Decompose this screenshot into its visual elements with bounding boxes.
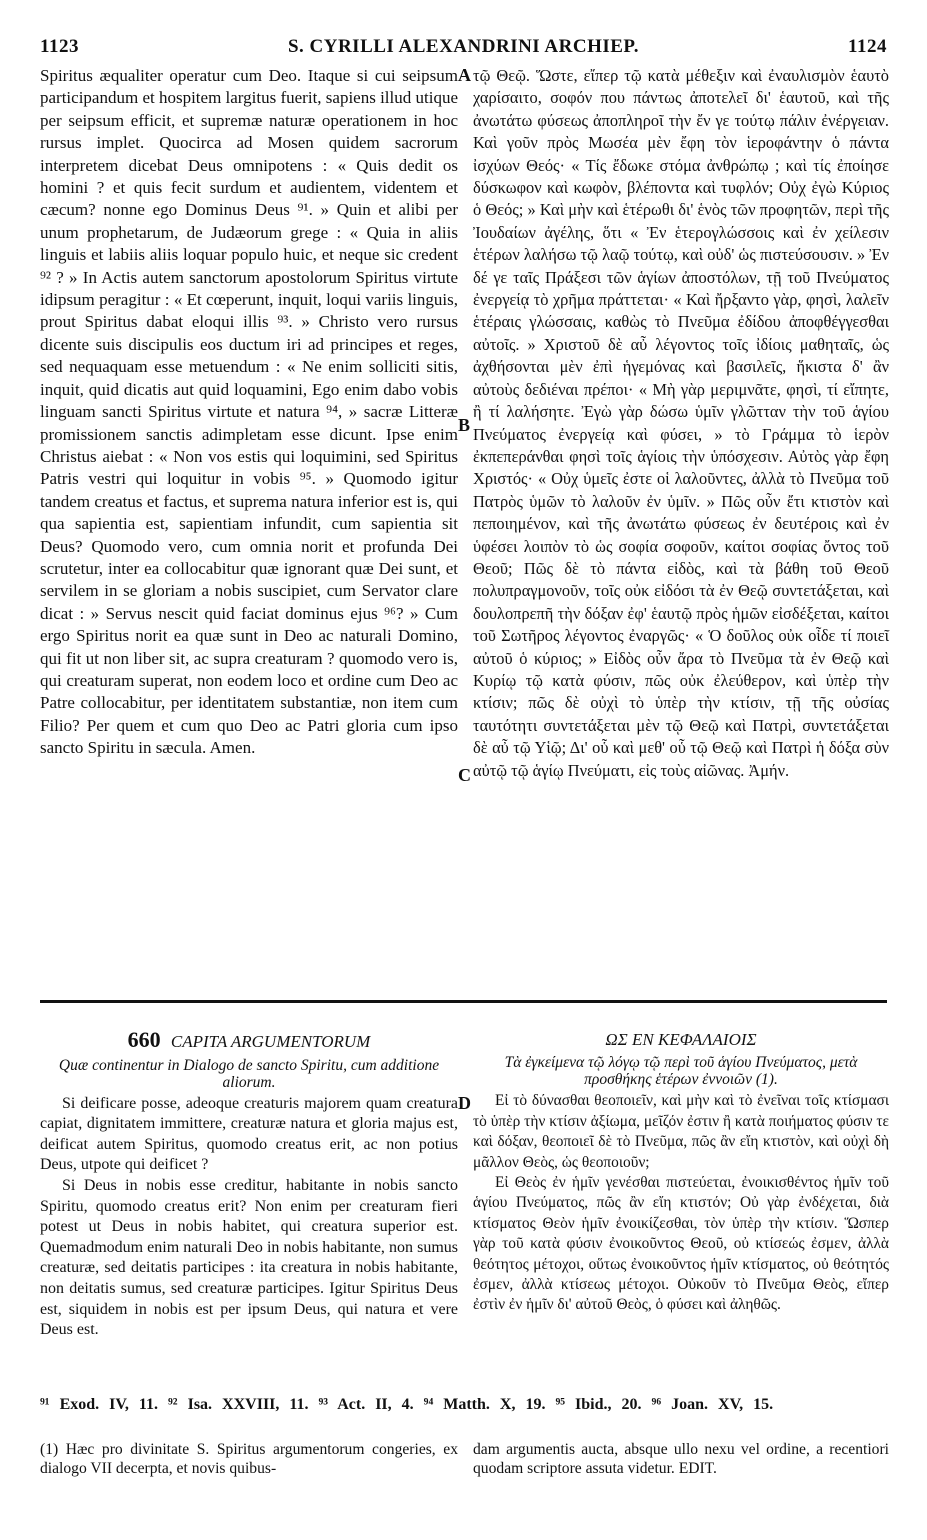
margin-letter-c: C (458, 765, 471, 785)
greek-argument-paragraph: Εἰ τὸ δύνασθαι θεοποιεῖν, καὶ μὴν καὶ τὸ ἐνεῖναι τοῖς κτίσμασι τὸ ὑπὲρ τὴν κτίσιν ἀξίωμα, μεῖζόν ἐστιν ἢ κατὰ ποιήματος φύσιν τε καὶ δόξαν, θεοποιεῖ δὲ τὸ Πνεῦμα, πῶς ἂν εἴη κτιστὸν, καὶ οὐχὶ δὴ μᾶλλον Θεὸς, ὡς θεοποιοῦν; (473, 1092, 889, 1171)
greek-column-top: τῷ Θεῷ. Ὥστε, εἴπερ τῷ κατὰ μέθεξιν καὶ ἐναυλισμὸν ἑαυτὸ χαρίσαιτο, σοφόν που πάντως ἀποτελεῖ δι' ἑαυτοῦ, καὶ τῆς ἀνωτάτω φύσεως ἀποπληροῖ τὴν ἔν γε τούτῳ πάλιν ἐνέργειαν. Καὶ γοῦν πρὸς Μωσέα μὲν ἔφη τὸν ἱεροφάντην ὁ πάντα ἰσχύων Θεός· « Τίς ἔδωκε στόμα ἀνθρώπῳ ; καὶ τίς ἐποίησε δύσκωφον καὶ κωφὸν, βλέποντα καὶ τυφλόν; Οὐχ ἐγὼ Κύριος ὁ Θεός; » Καὶ μὴν καὶ ἑτέρωθι δι' ἑνὸς τῶν προφητῶν, περὶ τῆς Ἰουδαίων ἀγέλης, ὅτι « Ἐν ἑτερογλώσσοις καὶ ἐν χείλεσιν ἑτέρων λαλήσω τῷ λαῷ τούτῳ, καὶ οὐδ' ὡς πιστεύσουσιν. » Ἐν δέ γε ταῖς Πράξεσι τῶν ἁγίων ἀποστόλων, τῇ τοῦ Πνεύματος ἐνεργείᾳ τὸ χρῆμα πράττεται· « Καὶ ἤρξαντο γὰρ, φησὶ, λαλεῖν ἑτέραις γλώσσαις, καθὼς τὸ Πνεῦμα ἐδίδου ἀποφθέγγεσθαι αὐτοῖς. » Χριστοῦ δὲ αὖ λέγοντος τοῖς ἰδίοις μαθηταῖς, ὡς ἀχθήσονται μὲν ἐπὶ ἡγεμόνας καὶ βασιλεῖς, ἥκιστα δ' ἂν αὐτοὺς δεδιέναι πρέποι· « Μὴ γὰρ μεριμνᾶτε, φησὶ, τί εἴπητε, ἢ τί λαλήσητε. Ἐγὼ γὰρ δώσω ὑμῖν γλῶτταν τὴν τοῦ ἁγίου Πνεύματος ἐνεργείᾳ καὶ φύσει, » τὸ Γράμμα τὸ ἱερὸν ἐκπεπεράνθαι φησὶ τοῖς ἁγίοις τὴν ὑπόσχεσιν. Αὐτὸς γὰρ ἔφη Χριστός· « Οὐχ ὑμεῖς ἐστε οἱ λαλοῦντες, ἀλλὰ τὸ Πνεῦμα τοῦ Πατρὸς ὑμῶν τὸ λαλοῦν ἐν ὑμῖν. » Πῶς οὖν ἔτι κτιστὸν καὶ πεποιημένον, καὶ τῆς ἀνωτάτω φύσεως ἐν δευτέροις καὶ ἐν ὑφέσει λοιπὸν τὸ ὡς σοφία σοφοῦν, καίτοι σοφίας ὄντος τοῦ Θεοῦ; Πῶς δὲ τὸ πάντα εἰδὸς, καὶ τὰ βάθη τοῦ Θεοῦ πολυπραγμονοῦν, τοῖς οὐκ εἰδόσι τὰ ἐν Θεῷ συντετάξεται, καὶ δουλοπρεπῆ τὴν δόξαν ἐφ' ἑαυτῷ πρὸς ἡμῶν εἰσδέξεται, καίτοι τοῦ Σωτῆρος λέγοντος ἐναργῶς· « Ὁ δοῦλος οὐκ οἶδε τί ποιεῖ αὐτοῦ ὁ κύριος; » Εἰδὸς οὖν ἄρα τὸ Πνεῦμα τὰ ἐν Θεῷ καὶ Κυρίῳ τῷ κατὰ φύσιν, πῶς οὐκ ἐλεύθερον, καὶ ὑπὲρ τὴν κτίσιν; πῶς δὲ οὐχὶ τὸ ὑπὲρ τὴν κτίσιν, τῇ τῆς οὐσίας ταυτότητι συντετάξεται μὲν τῷ Θεῷ καὶ Πατρὶ, συντετάξεται δὲ αὖ τῷ Υἱῷ; Δι' οὗ καὶ μεθ' οὗ τῷ Θεῷ καὶ Πατρὶ ἡ δόξα σὺν αὐτῷ τῷ ἁγίῳ Πνεύματι, εἰς τοὺς αἰῶνας. Ἀμήν. (473, 66, 889, 780)
margin-letter-a: A (458, 65, 471, 85)
greek-argument-paragraph: Εἰ Θεὸς ἐν ἡμῖν γενέσθαι πιστεύεται, ἐνοικισθέντος ἡμῖν τοῦ ἁγίου Πνεύματος, πῶς ἂν εἴη κτιστόν; Οὐ γὰρ ἐνδέχεται, διὰ κτίσματος Θεὸν ἡμῖν ἐνοικίζεσθαι, τὸν ὑπὲρ τὴν κτίσιν. Ὥσπερ γὰρ τοῦ κατὰ φύσιν ἐνοικοῦντος Θεοῦ, οὐ κτίσεώς ἐσμεν, ἀλλὰ θεότητος μέτοχοι, οὕτως ἐνοικοῦντος ἡμῖν κτίσματος, οὐ θεότητός ἐσμεν, ἀλλὰ κτίσεως μέτοχοι. Οὐκοῦν τὸ Πνεῦμα Θεὸς, εἴπερ ἐστὶν ἐν ἡμῖν δι' αὐτοῦ Θεὸς, ὁ φύσει καὶ ἀληθῶς. (473, 1174, 889, 1314)
latin-argument-paragraph: Si Deus in nobis esse creditur, habitante in nobis sancto Spiritu, quomodo creatus erit? Non enim per creaturam fieri potest ut Deus in nobis habitet, qui creatura superior est. Quemadmodum enim naturali Deo in nobis habitante, non sumus creaturæ, sed deitatis participes : ita creatura in nobis habitante, non deitatis sumus, sed creaturæ participes. Igitur Spiritus Deus est, siquidem in nobis est per ipsum Deus, qui natura et vere Deus est. (40, 1176, 458, 1339)
section-subtitle-latin: Quæ continentur in Dialogo de sancto Spiritu, cum additione aliorum. (58, 1056, 440, 1091)
section-heading-latin (40, 1027, 458, 1053)
section-divider (40, 1000, 887, 1003)
margin-letter-b: B (458, 415, 471, 435)
running-header (40, 36, 887, 60)
section-subtitle-greek: Τὰ ἐγκείμενα τῷ λόγῳ τῷ περὶ τοῦ ἁγίου Πνεύματος, μετὰ προσθήκης ἑτέρων ἐννοιῶν (1). (504, 1054, 858, 1089)
running-title: S. CYRILLI ALEXANDRINI ARCHIEP. (287, 36, 640, 57)
latin-argument-paragraph: Si deificare posse, adeoque creaturis majorem quam creatura capiat, dignitatem immittere, creaturæ natura et gloria majus est, deificat autem Spiritus, quomodo creatus erit, ac non potius Deus, utpote qui deificet ? (40, 1094, 458, 1174)
right-page-number: 1124 (848, 36, 887, 57)
margin-letter-d: D (458, 1093, 471, 1113)
column-number: 660 (127, 1027, 161, 1052)
capita-argumentorum-section (40, 1027, 458, 1341)
editor-footnote-left: (1) Hæc pro divinitate S. Spiritus argumentorum congeries, ex dialogo VII decerpta, et novis quibus- (40, 1441, 458, 1477)
kephalaia-section (473, 1030, 889, 1316)
section-title-latin: CAPITA ARGUMENTORUM (170, 1032, 371, 1051)
left-page-number: 1123 (40, 36, 79, 57)
scripture-references: ⁹¹ Exod. IV, 11. ⁹² Isa. XXVIII, 11. ⁹³ Act. II, 4. ⁹⁴ Matth. X, 19. ⁹⁵ Ibid., 20. ⁹⁶ Joan. XV, 15. (40, 1396, 774, 1413)
editor-footnote-right: dam argumentis aucta, absque ullo nexu vel ordine, a recentiori quodam scriptore assuta videtur. EDIT. (473, 1441, 889, 1477)
latin-column-top: Spiritus æqualiter operatur cum Deo. Itaque si cui seipsum participandum et hospitem largitus fuerit, sapiens illud utique per seipsum efficit, et supremæ naturæ operationem in hoc rursus implet. Quocirca ad Mosen quidem sacrorum interpretem dicebat Deus omnipotens : « Quis dedit os homini ? et quis fecit surdum et audientem, videntem et cæcum? nonne ego Dominus Deus ⁹¹. » Quin et alibi per unum prophetarum, de Judæorum grege : « Quia in aliis linguis et labiis aliis loquar populo huic, et neque sic credent ⁹² ? » In Actis autem sanctorum apostolorum Spiritus virtute idipsum peragitur : « Et cœperunt, inquit, loqui variis linguis, prout Spiritus dabat eloqui illis ⁹³. » Christo vero rursus dicente suis discipulis eos ductum iri ad principes et reges, sed nequaquam esse metuendum : « Ne enim solliciti sitis, inquit, quid dicatis aut quid loquamini, Ego enim dabo vobis linguam sancti Spiritus virtute et natura ⁹⁴, » sacræ Litteræ promissionem sanctis adimpletam esse dicunt. Ipse enim Christus aiebat : « Non vos estis qui loquimini, sed Spiritus Patris vestri qui loquitur in vobis ⁹⁵. » Quomodo igitur tandem creatus et factus, et suprema natura inferior est is, qui qua sapientia est, sapientiam infundit, cum sapientia sit Deus? Quomodo vero, cum omnia norit et profunda Dei scrutetur, inter ea collocabitur quæ ignorant quæ Dei sunt, et servilem in se gloriam a nobis suscipiet, cum Servator clare dicat : » Servus nescit quid faciat dominus ejus ⁹⁶? » Cum ergo Spiritus norit ea quæ sunt in Deo ac naturali Domino, qui fit ut non liber sit, ac supra creaturam ? quomodo vero is, qui creaturam superat, non eodem loco et ordine cum Deo ac Patre collocabitur, per identitatem substantiæ, non item cum Filio? Per quem et cum quo Deo ac Patri gloria cum ipso sancto Spiritu in sæcula. Amen. (40, 66, 458, 758)
section-title-greek: ΩΣ ΕΝ ΚΕΦΑΛΑΙΟΙΣ (605, 1030, 757, 1049)
